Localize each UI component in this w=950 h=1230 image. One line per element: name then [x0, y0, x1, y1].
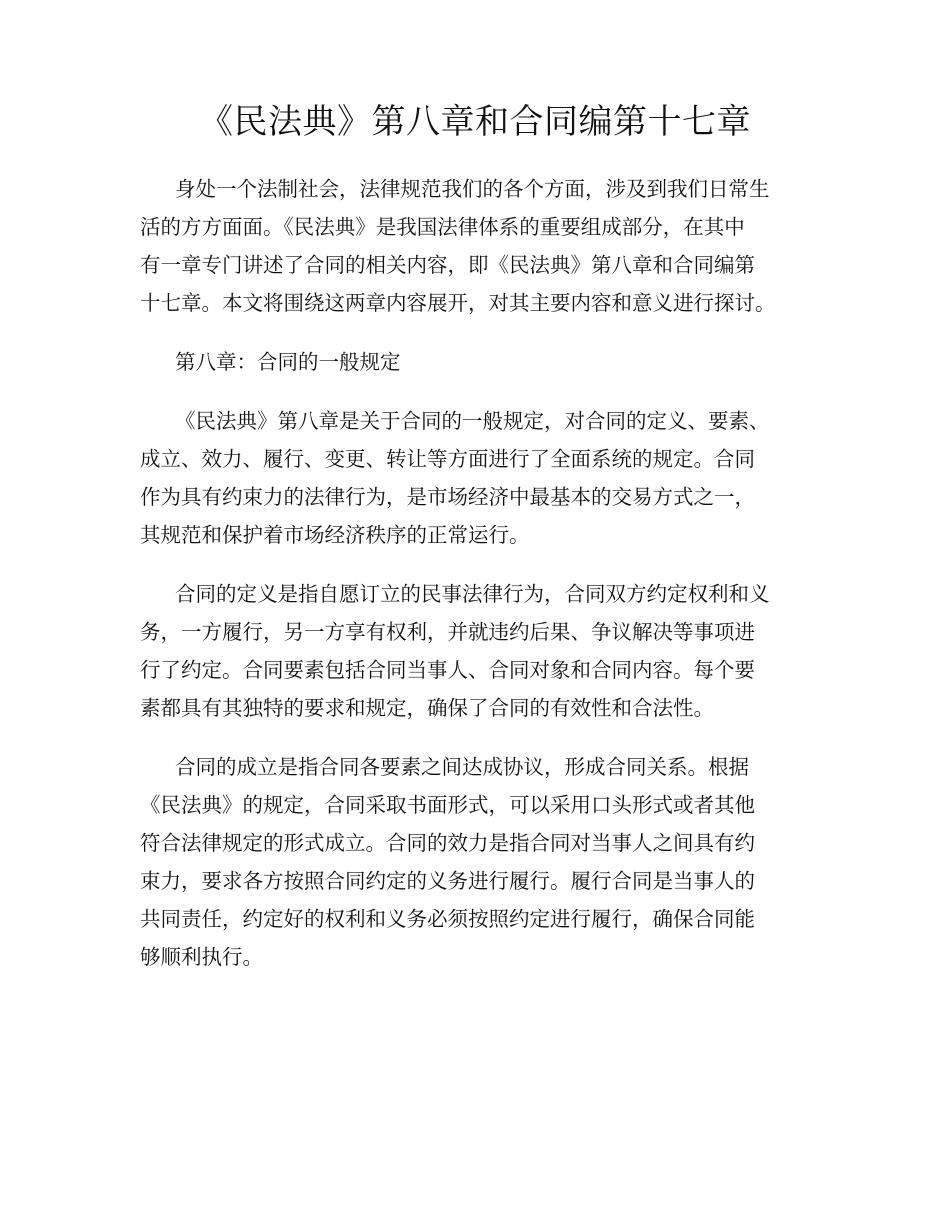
text-line: 素都具有其独特的要求和规定，确保了合同的有效性和合法性。: [140, 696, 714, 720]
text-line: 《民法典》的规定，合同采取书面形式，可以采用口头形式或者其他: [140, 793, 755, 817]
text-line: 合同的定义是指自愿订立的民事法律行为，合同双方约定权利和义: [175, 582, 770, 606]
text-line: 其规范和保护着市场经济秩序的正常运行。: [140, 523, 530, 547]
text-line: 束力，要求各方按照合同约定的义务进行履行。履行合同是当事人的: [140, 869, 755, 893]
document-body: [140, 170, 800, 997]
paragraph-contract-formation: [140, 748, 800, 976]
text-line: 身处一个法制社会，法律规范我们的各个方面，涉及到我们日常生: [175, 177, 770, 201]
text-line: 务，一方履行，另一方享有权利，并就违约后果、争议解决等事项进: [140, 620, 755, 644]
text-line: 《民法典》第八章是关于合同的一般规定，对合同的定义、要素、: [175, 409, 770, 433]
document-title: 《民法典》第八章和合同编第十七章: [199, 102, 751, 142]
paragraph-general-provisions: [140, 402, 800, 554]
paragraph-intro: [140, 170, 800, 322]
text-line: 行了约定。合同要素包括合同当事人、合同对象和合同内容。每个要: [140, 658, 755, 682]
text-line: 作为具有约束力的法律行为，是市场经济中最基本的交易方式之一，: [140, 485, 755, 509]
paragraph-contract-definition: [140, 575, 800, 727]
text-line: 成立、效力、履行、变更、转让等方面进行了全面系统的规定。合同: [140, 447, 755, 471]
text-line: 活的方方面面。《民法典》是我国法律体系的重要组成部分，在其中: [140, 215, 745, 239]
text-line: 够顺利执行。: [140, 945, 263, 969]
text-line: 符合法律规定的形式成立。合同的效力是指合同对当事人之间具有约: [140, 831, 755, 855]
text-line: 合同的成立是指合同各要素之间达成协议，形成合同关系。根据: [175, 755, 749, 779]
text-line: 有一章专门讲述了合同的相关内容，即《民法典》第八章和合同编第: [140, 253, 755, 277]
text-line: 十七章。本文将围绕这两章内容展开，对其主要内容和意义进行探讨。: [140, 291, 776, 315]
text-line: 共同责任，约定好的权利和义务必须按照约定进行履行，确保合同能: [140, 907, 755, 931]
section-heading: 第八章：合同的一般规定: [175, 350, 401, 374]
